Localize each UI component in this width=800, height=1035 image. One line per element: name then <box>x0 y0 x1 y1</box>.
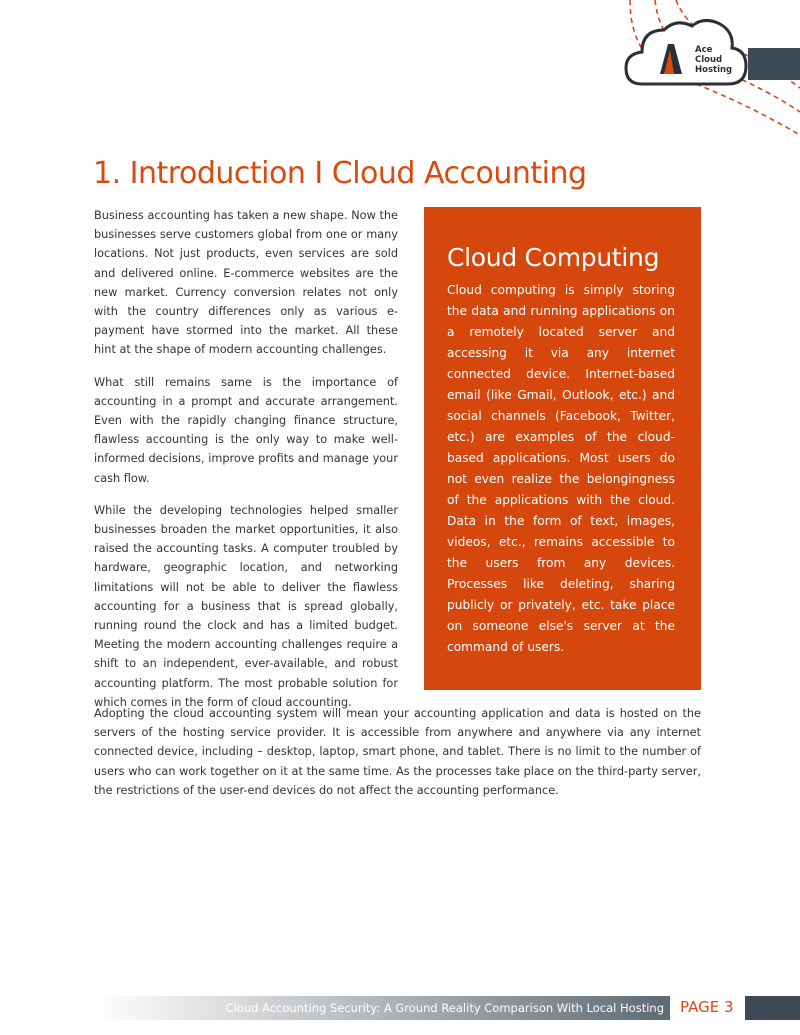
paragraph-3: While the developing technologies helped smaller businesses broaden the market opportunities, it also raised the accounting tasks. A computer troubled by hardware, geographic location, and networking limitations will not be able to deliver the flawless accounting for a business that is spread globally, running round the clock and has a limited budget. Meeting the modern accounting challenges require a shift to an independent, ever-available, and robust accounting platform. The most probable solution for which comes in the form of cloud accounting. <box>94 503 398 709</box>
full-width-paragraph: Adopting the cloud accounting system will mean your accounting application and data is hosted on the servers of the hosting service provider. It is accessible from anywhere and anywhere via any internet connected device, including – desktop, laptop, smart phone, and tablet. There is no limit to the number of users who can work together on it at the same time. As the processes take place on the third-party server, the restrictions of the user-end devices do not affect the accounting performance. <box>94 707 701 797</box>
header-accent-bar <box>748 48 800 80</box>
logo-line-3: Hosting <box>695 65 733 75</box>
paragraph-2: What still remains same is the importance of accounting in a prompt and accurate arrangement. Even with the rapidly changing finance structure, flawless accounting is the only way to make well-informed decisions, improve profits and manage your cash flow. <box>94 375 398 485</box>
page-number: PAGE 3 <box>680 998 734 1016</box>
cloud-computing-sidebox <box>424 207 701 690</box>
sidebox-body: Cloud computing is simply storing the data and running applications on a remotely located server and accessing it via any internet connected device. Internet-based email (like Gmail, Outlook, etc.) and social channels (Facebook, Twitter, etc.) are examples of the cloud-based applications. Most users do not even realize the belongingness of the applications with the cloud. Data in the form of text, images, videos, etc., remains accessible to the users from any devices. Processes like deleting, sharing publicly or privately, etc. take place on someone else's server at the command of users. <box>447 283 675 654</box>
logo-line-2: Cloud <box>695 55 723 65</box>
left-column <box>94 206 398 725</box>
logo-line-1: Ace <box>695 45 713 55</box>
section-title: 1. Introduction I Cloud Accounting <box>93 156 587 191</box>
footer-document-title: Cloud Accounting Security: A Ground Reality Comparison With Local Hosting <box>225 1001 664 1015</box>
sidebox-heading: Cloud Computing <box>447 243 660 272</box>
logo-text <box>695 45 732 75</box>
paragraph-1: Business accounting has taken a new shape. Now the businesses serve customers global from one or many locations. Not just products, even services are sold and delivered online. E-commerce websites are the new market. Currency conversion relates not only with the country differences only as various e-payment have stormed into the market. All these hint at the shape of modern accounting challenges. <box>94 209 398 357</box>
footer-accent-bar <box>745 996 800 1020</box>
